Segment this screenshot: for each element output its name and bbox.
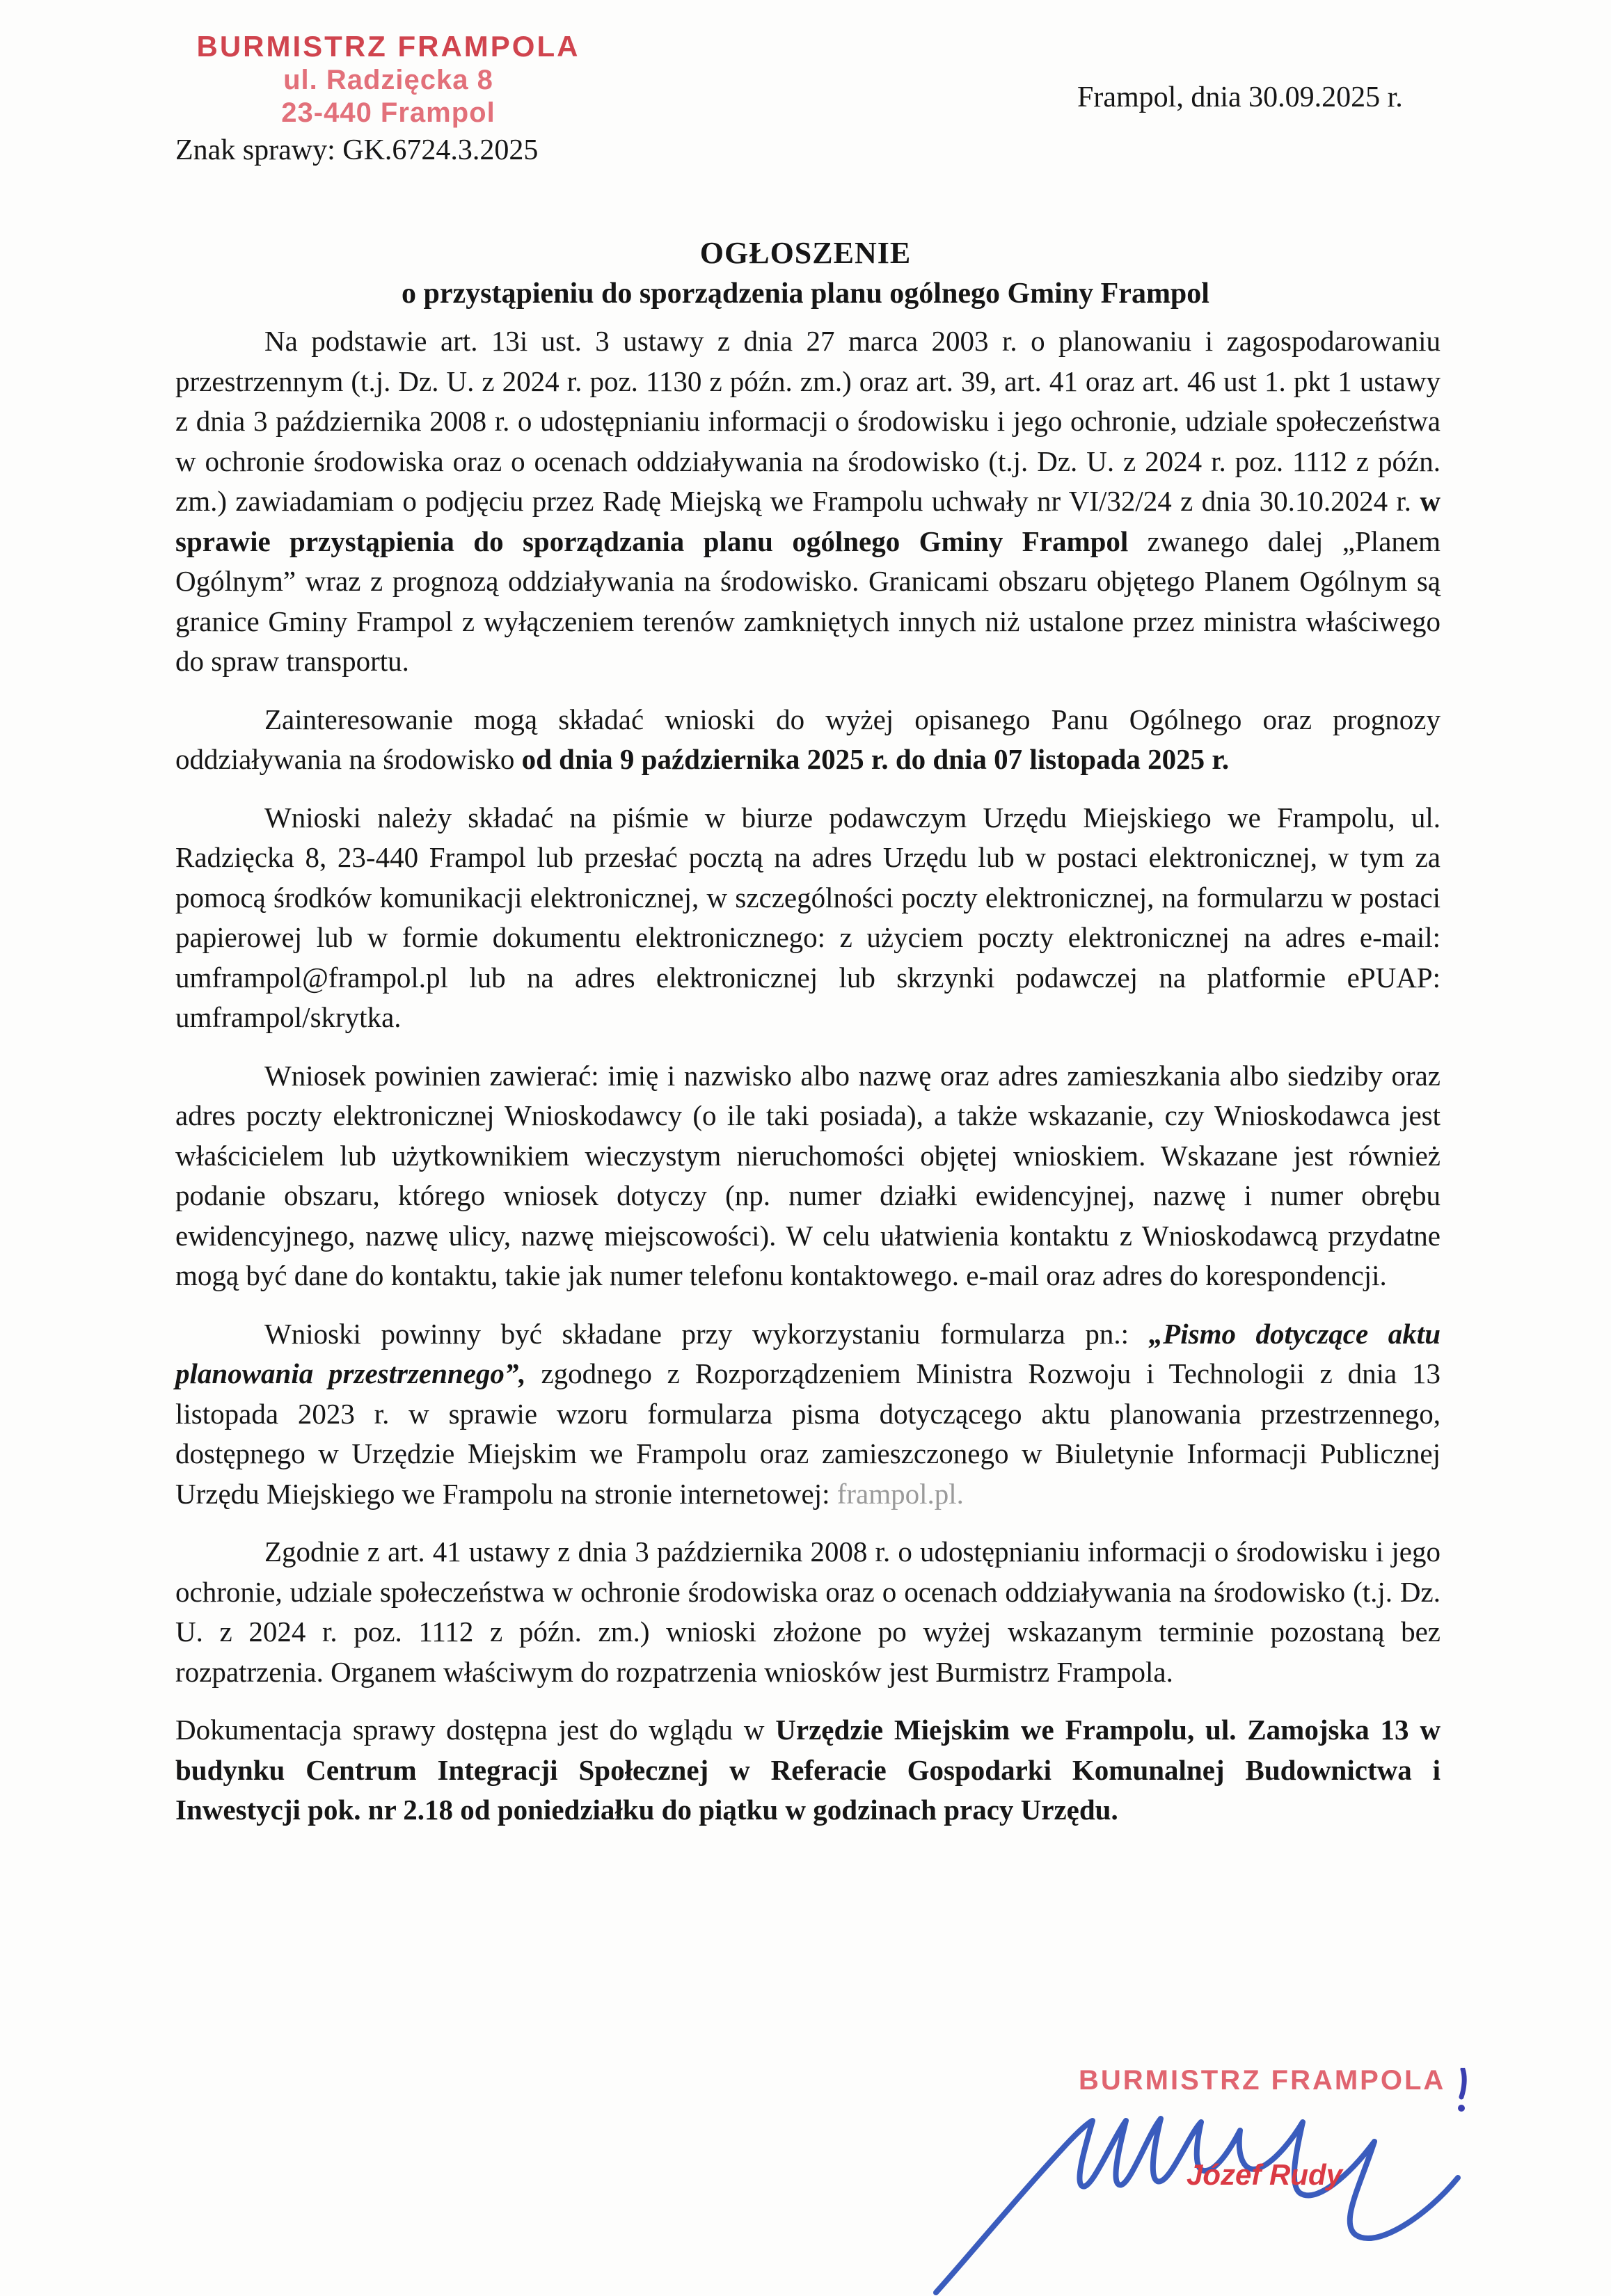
signature-block (939, 2052, 1496, 2296)
paragraph-segment: Wnioski powinny być składane przy wykorzystaniu formularza pn.: (264, 1317, 1149, 1350)
paragraph-segment: od dnia 9 października 2025 r. do dnia 07 listopada 2025 r. (521, 743, 1230, 775)
paragraph-segment: zgodnego z Rozporządzeniem Ministra Rozwoju i Technologii z dnia 13 listopada 2023 r. w sprawie wzoru formularza pisma dotyczącego aktu planowania przestrzennego, dostępnego w Urzędzie Miejskim we Frampolu oraz zamieszczonego w Biuletynie Informacji Publicznej Urzędu Miejskiego we Frampolu na stronie internetowej: (175, 1357, 1441, 1510)
signature-stamp-text: BURMISTRZ FRAMPOLA (1079, 2065, 1446, 2096)
paragraph-segment: Na podstawie art. 13i ust. 3 ustawy z dnia 27 marca 2003 r. o planowaniu i zagospodarowaniu przestrzennym (t.j. Dz. U. z 2024 r. poz. 1130 z późn. zm.) oraz art. 39, art. 41 oraz art. 46 ust 1. pkt 1 ustawy z dnia 3 października 2008 r. o udostępnianiu informacji o środowisku i jego ochronie, udziale społeczeństwa w ochronie środowiska oraz o ocenach oddziaływania na środowisko (t.j. Dz. U. z 2024 r. poz. 1112 z późn. zm.) zawiadamiam o podjęciu przez Radę Miejską we Frampolu uchwały nr VI/32/24 z dnia 30.10.2024 r. (175, 325, 1441, 517)
sender-stamp-street: ul. Radzięcka 8 (283, 64, 493, 95)
body-paragraph (175, 1056, 1441, 1296)
paragraph-segment: Zgodnie z art. 41 ustawy z dnia 3 października 2008 r. o udostępnianiu informacji o środowisku i jego ochronie, udziale społeczeństwa w ochronie środowiska oraz o ocenach oddziaływania na środowisko (t.j. Dz. U. z 2024 r. poz. 1112 z późn. zm.) wnioski złożone po wyżej wskazanym terminie pozostaną bez rozpatrzenia. Organem właściwym do rozpatrzenia wniosków jest Burmistrz Frampola. (175, 1536, 1441, 1688)
body-paragraph (175, 700, 1441, 780)
paragraph-segment: frampol.pl. (836, 1477, 964, 1510)
sender-stamp (193, 29, 583, 129)
sender-stamp-name: BURMISTRZ FRAMPOLA (196, 30, 580, 63)
date-line: Frampol, dnia 30.09.2025 r. (1077, 81, 1403, 113)
paragraph-segment: „Pismo dotyczące aktu planowania przestrzennego”, (175, 1317, 1441, 1389)
paragraph-segment: zwanego dalej „Planem Ogólnym” wraz z prognozą oddziaływania na środowisko. Granicami obszaru objętego Planem Ogólnym są granice Gminy Frampol z wyłączeniem terenów zamkniętych innych niż ustalone przez ministra właściwego do spraw transportu. (175, 525, 1441, 677)
document-title: OGŁOSZENIE (699, 236, 912, 270)
paragraph-segment: w sprawie przystąpienia do sporządzania planu ogólnego Gminy Frampol (175, 485, 1441, 557)
paragraph-segment: Wnioski należy składać na piśmie w biurze podawczym Urzędu Miejskiego we Frampolu, ul. Radzięcka 8, 23-440 Frampol lub przesłać pocztą na adres Urzędu lub w postaci elektronicznej, w tym za pomocą środków komunikacji elektronicznej, w szczególności poczty elektronicznej, na formularzu w postaci papierowej lub w formie dokumentu elektronicznego: z użyciem poczty elektronicznej na adres e-mail: umframpol@frampol.pl lub na adres elektronicznej lub skrzynki podawczej na platformie ePUAP: umframpol/skrytka. (175, 801, 1441, 1033)
body-paragraph (175, 1314, 1441, 1515)
case-number: Znak sprawy: GK.6724.3.2025 (175, 134, 539, 166)
paragraph-segment: Zainteresowanie mogą składać wnioski do wyżej opisanego Panu Ogólnego oraz prognozy oddziaływania na środowisko (175, 703, 1441, 775)
paragraph-segment: Wniosek powinien zawierać: imię i nazwisko albo nazwę oraz adres zamieszkania albo siedziby oraz adres poczty elektronicznej Wnioskodawcy (o ile taki posiada), a także wskazanie, czy Wnioskodawca jest właścicielem lub użytkownikiem wieczystym nieruchomości objętej wnioskiem. Wskazane jest również podanie obszaru, którego wniosek dotyczy (np. numer działki ewidencyjnej, nazwę i numer obrębu ewidencyjnego, nazwę ulicy, nazwę miejscowości). W celu ułatwienia kontaktu z Wnioskodawcą przydatne mogą być dane do kontaktu, takie jak numer telefonu kontaktowego. e-mail oraz adres do korespondencji. (175, 1059, 1441, 1291)
body-paragraph (175, 1710, 1441, 1831)
paragraph-segment: Dokumentacja sprawy dostępna jest do wglądu w (175, 1714, 776, 1746)
document-body (175, 321, 1441, 1849)
body-paragraph (175, 798, 1441, 1038)
body-paragraph (175, 1532, 1441, 1692)
sender-stamp-city: 23-440 Frampol (281, 97, 495, 128)
signature-name: Józef Rudy (1187, 2158, 1343, 2191)
paragraph-segment: Urzędzie Miejskim we Frampolu, ul. Zamojska 13 w budynku Centrum Integracji Społecznej w Referacie Gospodarki Komunalnej Budownictwa i Inwestycji pok. nr 2.18 od poniedziałku do piątku w godzinach pracy Urzędu. (175, 1714, 1441, 1826)
body-paragraph (175, 321, 1441, 682)
document-subtitle: o przystąpieniu do sporządzenia planu ogólnego Gminy Frampol (402, 278, 1209, 310)
